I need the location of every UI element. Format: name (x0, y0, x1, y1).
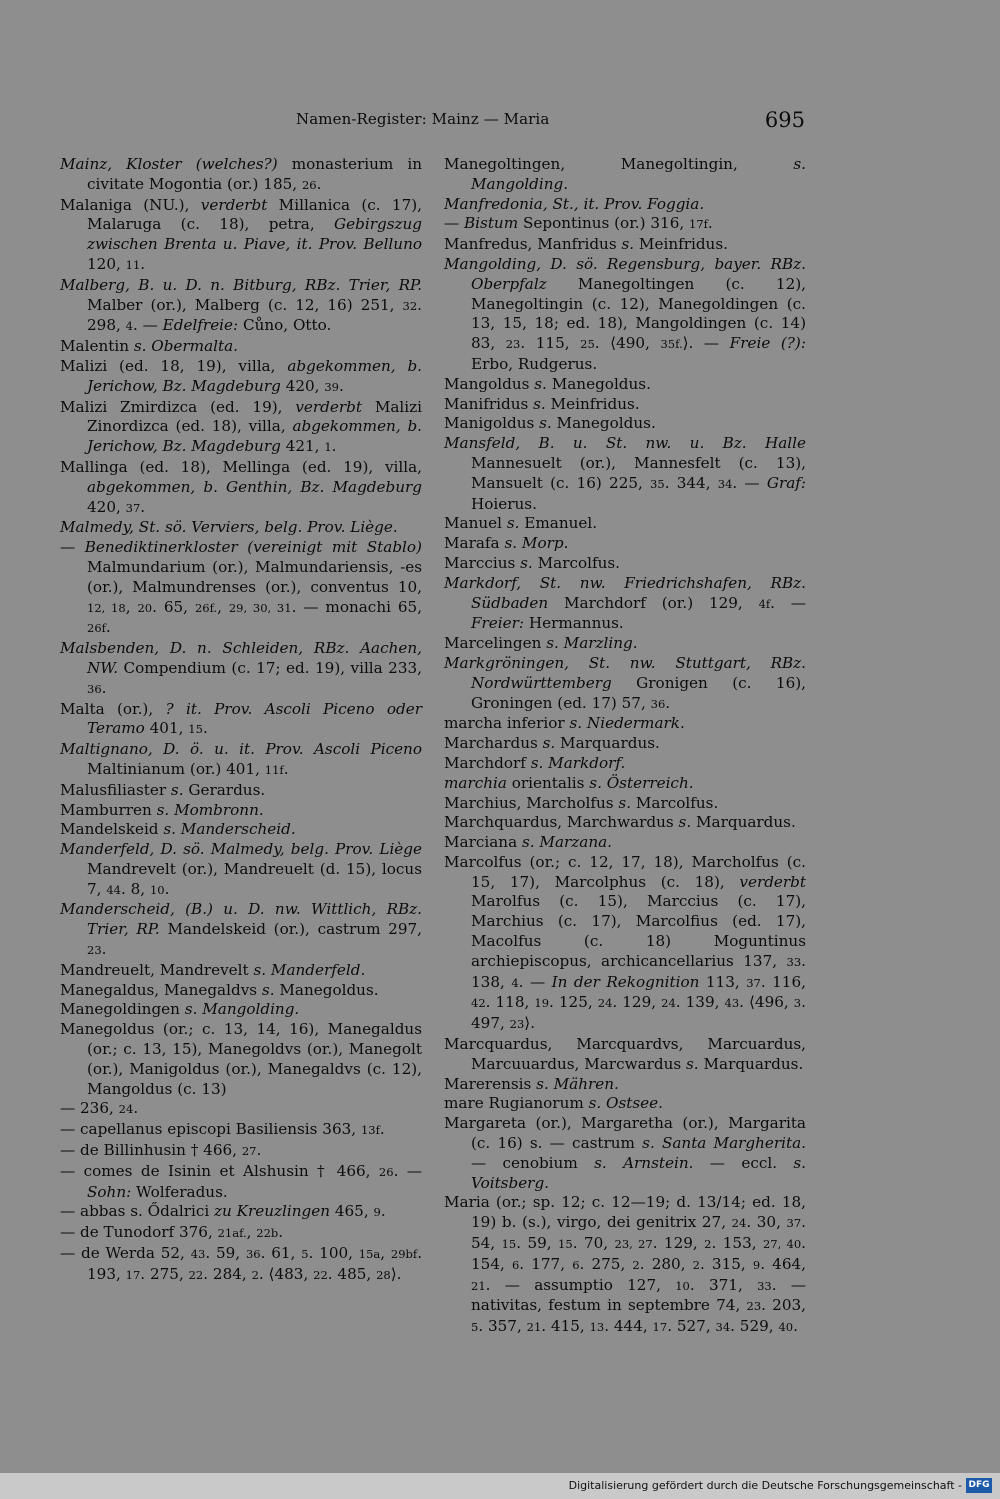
index-entry: Malaniga (NU.), verderbt Millanica (c. 17), Malaruga (c. 18), petra, Gebirgszug zwischen Brenta u. Piave, it. Prov. Belluno 120, 11. (60, 195, 422, 273)
index-entry: Maltignano, D. ö. u. it. Prov. Ascoli Piceno Maltinianum (or.) 401, 11f. (60, 740, 422, 778)
index-entry: Manegoltingen, Manegoltingin, s. Mangolding. (444, 155, 806, 193)
index-entry: Mamburren s. Mombronn. (60, 800, 264, 819)
index-entry: Malentin s. Obermalta. (60, 337, 238, 356)
index-entry: marcha inferior s. Niedermark. (444, 714, 685, 733)
index-column-right (444, 155, 806, 1338)
page-number: 695 (764, 108, 805, 132)
index-entry: Mandelskeid s. Manderscheid. (60, 820, 296, 839)
page-header (60, 108, 805, 134)
index-entry: Malusfiliaster s. Gerardus. (60, 780, 266, 799)
index-entry: — comes de Isinin et Alshusin † 466, 26. — Sohn: Wolferadus. (60, 1161, 423, 1201)
running-title: Namen-Register: Mainz — Maria (296, 110, 550, 128)
index-entry: — capellanus episcopi Basiliensis 363, 13f. (60, 1120, 385, 1139)
index-entry: Manigoldus s. Manegoldus. (444, 414, 656, 433)
index-entry: Marciana s. Marzana. (444, 833, 612, 852)
index-entry: Marchdorf s. Markdorf. (444, 753, 626, 772)
index-entry: Manifridus s. Meinfridus. (444, 394, 640, 413)
index-entry: mare Rugianorum s. Ostsee. (444, 1094, 663, 1113)
index-entry: Maria (or.; sp. 12; c. 12—19; d. 13/14; ed. 18, 19) b. (s.), virgo, dei genitrix 27, 24. 30, 37. 54, 15. 59, 15. 70, 23, 27. 129, 2. 153, 27, 40. 154, 6. 177, 6. 275, 2. 280, 2. 315, 9. 464, 21. — assumptio 127, 10. 371, 33. — nativitas, festum in septembre 74, 23. 203, 5. 357, 21. 415, 13. 444, 17. 527, 34. 529, 40. (444, 1193, 807, 1336)
index-entry: — 236, 24. (60, 1099, 139, 1118)
index-entry: Malta (or.), ? it. Prov. Ascoli Piceno oder Teramo 401, 15. (60, 699, 423, 738)
index-entry: Marcolfus (or.; c. 12, 17, 18), Marcholfus (c. 15, 17), Marcolphus (c. 18), verderbt Marolfus (c. 15), Marccius (c. 17), Marchius (c. 17), Marcolfius (ed. 17), Macolfus (c. 18) Moguntinus archiepiscopus, archicancellarius 137, 33. 138, 4. — In der Rekognition 113, 37. 116, 42. 118, 19. 125, 24. 129, 24. 139, 43. ⟨496, 3. 497, 23⟩. (444, 852, 806, 1033)
index-entry: Mallinga (ed. 18), Mellinga (ed. 19), villa, abgekommen, b. Genthin, Bz. Magdeburg 420, 37. (60, 457, 422, 516)
index-entry: Manfredonia, St., it. Prov. Foggia. (444, 194, 705, 213)
index-entry: Markgröningen, St. nw. Stuttgart, RBz. Nordwürttemberg Gronigen (c. 16), Groningen (ed. 17) 57, 36. (444, 653, 806, 712)
index-entry: Manegoldus (or.; c. 13, 14, 16), Manegaldus (or.; c. 13, 15), Manegoldvs (or.), Manegolt (or.), Manigoldus (or.), Manegaldvs (c. 12), Mangoldus (c. 13) (60, 1020, 422, 1098)
index-entry: Marerensis s. Mähren. (444, 1074, 619, 1093)
funding-notice: Digitalisierung gefördert durch die Deutsche Forschungsgemeinschaft - (568, 1479, 962, 1492)
index-entry: Marcelingen s. Marzling. (444, 634, 638, 653)
index-entry: Marafa s. Morp. (444, 534, 569, 553)
index-entry: — Bistum Sepontinus (or.) 316, 17f. (444, 214, 713, 233)
index-entry: Manegoldingen s. Mangolding. (60, 1000, 300, 1019)
index-entry: Mansfeld, B. u. St. nw. u. Bz. Halle Mannesuelt (or.), Mannesfelt (c. 13), Mansuelt (c. 16) 225, 35. 344, 34. — Graf: Hoierus. (444, 434, 806, 513)
index-entry: Marccius s. Marcolfus. (444, 553, 620, 572)
index-entry: — de Billinhusin † 466, 27. (60, 1141, 262, 1160)
index-entry: — de Werda 52, 43. 59, 36. 61, 5. 100, 15a, 29bf. 193, 17. 275, 22. 284, 2. ⟨483, 22. 485, 28⟩. (60, 1244, 423, 1283)
index-entry: — Benediktinerkloster (vereinigt mit Stablo) Malmundarium (or.), Malmundariensis, -es (or.), Malmundrenses (or.), conventus 10, 12, 18, 20. 65, 26f., 29, 30, 31. — monachi 65, 26f. (60, 538, 423, 637)
index-entry: Margareta (or.), Margaretha (or.), Margarita (c. 16) s. — castrum s. Santa Margherita. — cenobium s. Arnstein. — eccl. s. Voitsberg. (444, 1114, 807, 1192)
index-entry: Manderscheid, (B.) u. D. nw. Wittlich, RBz. Trier, RP. Mandelskeid (or.), castrum 297, 23. (60, 900, 422, 959)
index-entry: Malizi (ed. 18, 19), villa, abgekommen, b. Jerichow, Bz. Magdeburg 420, 39. (60, 356, 422, 395)
index-column-left (60, 155, 422, 1286)
index-entry: — de Tunodorf 376, 21af., 22b. (60, 1223, 284, 1242)
footer-bar (0, 1473, 1000, 1499)
index-entry: Malizi Zmirdizca (ed. 19), verderbt Malizi Zinordizca (ed. 18), villa, abgekommen, b. Jerichow, Bz. Magdeburg 421, 1. (60, 397, 422, 456)
index-entry: Mainz, Kloster (welches?) monasterium in civitate Mogontia (or.) 185, 26. (60, 155, 422, 193)
index-entry: Mangolding, D. sö. Regensburg, bayer. RBz. Oberpfalz Manegoltingen (c. 12), Manegoltingin (c. 12), Manegoldingen (c. 13, 15, 18; ed. 18), Mangoldingen (c. 14) 83, 23. 115, 25. ⟨490, 35f.⟩. — Freie (?): Erbo, Rudgerus. (444, 254, 806, 373)
index-entry: — abbas s. Ődalrici zu Kreuzlingen 465, 9. (60, 1202, 386, 1221)
index-entry: Manuel s. Emanuel. (444, 514, 598, 533)
index-entry: Marchius, Marcholfus s. Marcolfus. (444, 793, 719, 812)
index-entry: Manegaldus, Manegaldvs s. Manegoldus. (60, 980, 379, 999)
dfg-logo[interactable]: DFG (966, 1478, 992, 1493)
index-entry: Marcquardus, Marcquardvs, Marcuardus, Marcuuardus, Marcwardus s. Marquardus. (444, 1035, 806, 1073)
index-entry: Marchquardus, Marchwardus s. Marquardus. (444, 813, 796, 832)
index-entry: Markdorf, St. nw. Friedrichshafen, RBz. Südbaden Marchdorf (or.) 129, 4f. — Freier: Hermannus. (444, 573, 806, 633)
index-entry: Malsbenden, D. n. Schleiden, RBz. Aachen, NW. Compendium (c. 17; ed. 19), villa 233, 36. (60, 639, 422, 697)
index-entry: Manderfeld, D. sö. Malmedy, belg. Prov. Liège Mandrevelt (or.), Mandreuelt (d. 15), locus 7, 44. 8, 10. (60, 840, 422, 898)
index-entry: Mangoldus s. Manegoldus. (444, 374, 651, 393)
index-entry: Manfredus, Manfridus s. Meinfridus. (444, 235, 728, 254)
index-entry: Malmedy, St. sö. Verviers, belg. Prov. Liège. (60, 518, 398, 537)
index-entry: Malberg, B. u. D. n. Bitburg, RBz. Trier, RP. Malber (or.), Malberg (c. 12, 16) 251, 32. 298, 4. — Edelfreie: Cůno, Otto. (60, 275, 422, 335)
index-entry: Mandreuelt, Mandrevelt s. Manderfeld. (60, 960, 366, 979)
index-entry: Marchardus s. Marquardus. (444, 734, 660, 753)
index-entry: marchia orientalis s. Österreich. (444, 773, 694, 792)
